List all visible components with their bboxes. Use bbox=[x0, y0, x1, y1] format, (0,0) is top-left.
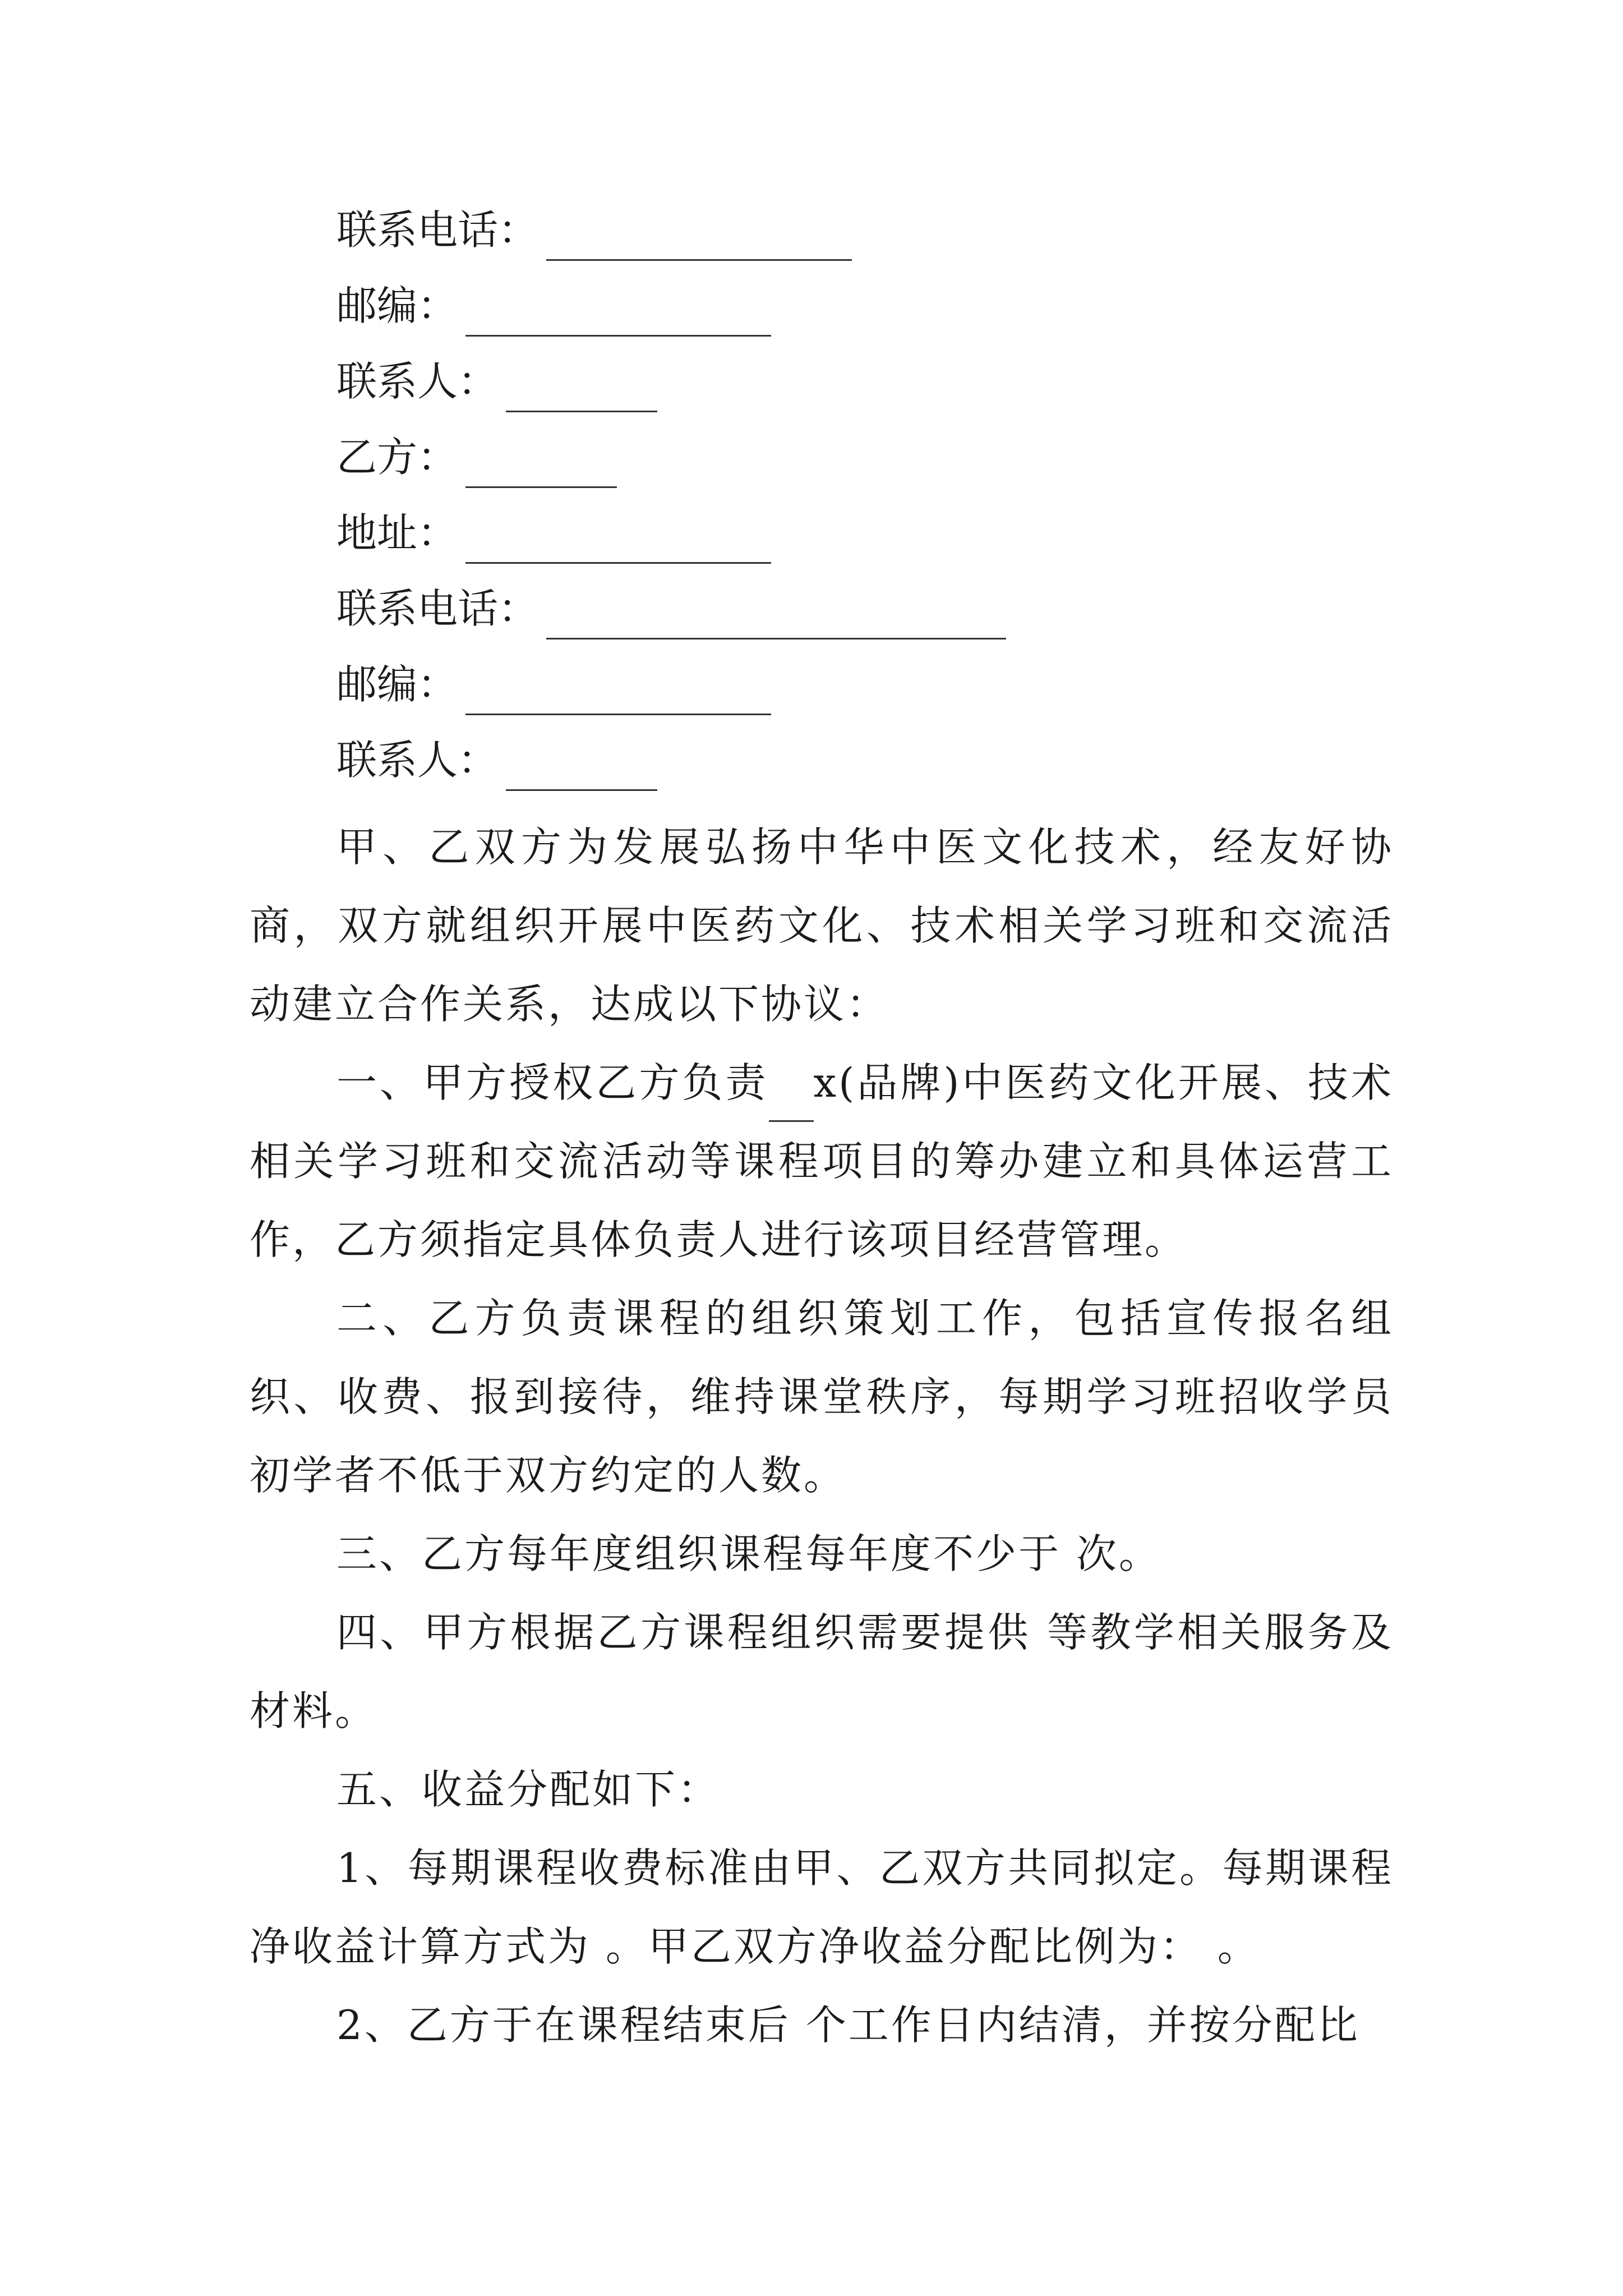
field-label: 联系人： bbox=[336, 737, 499, 784]
field-label: 邮编： bbox=[336, 661, 458, 708]
clause-1-prefix: 一、甲方授权乙方负责 bbox=[336, 1059, 769, 1106]
field-label: 邮编： bbox=[336, 282, 458, 329]
fill-in-blank bbox=[546, 601, 1006, 639]
clause-1-text: x(品牌)中医药文化开展、技术相关学习班和交流活动等课程项目的筹办建立和具体运营工作，乙方须指定具体负责人进行该项目经营管理。 bbox=[250, 1059, 1394, 1263]
party-a-postcode-field bbox=[336, 275, 771, 337]
agreement-body bbox=[250, 808, 1394, 2064]
fill-in-blank bbox=[465, 449, 617, 488]
field-label: 联系电话： bbox=[336, 585, 539, 632]
clause-3: 三、乙方每年度组织课程每年度不少于 次。 bbox=[336, 1530, 1161, 1577]
fill-in-blank bbox=[465, 677, 771, 715]
party-a-phone-field bbox=[336, 199, 852, 261]
fill-in-blank bbox=[506, 374, 657, 412]
party-b-address-field bbox=[336, 502, 771, 564]
fill-in-blank bbox=[769, 1083, 814, 1122]
fill-in-blank bbox=[465, 298, 771, 337]
field-label: 联系电话： bbox=[336, 206, 539, 254]
clause-2: 二、乙方负责课程的组织策划工作，包括宣传报名组织、收费、报到接待，维持课堂秩序，每期学习班招收学员初学者不低于双方约定的人数。 bbox=[250, 1295, 1394, 1499]
party-a-contact-field bbox=[336, 351, 657, 412]
fill-in-blank bbox=[506, 752, 657, 791]
intro-paragraph: 甲、乙双方为发展弘扬中华中医文化技术，经友好协商，双方就组织开展中医药文化、技术相关学习班和交流活动建立合作关系，达成以下协议： bbox=[250, 823, 1394, 1028]
field-label: 乙方： bbox=[336, 434, 458, 481]
field-label: 地址： bbox=[336, 509, 458, 556]
item-2: 2、乙方于在课程结束后 个工作日内结清，并按分配比 bbox=[336, 2001, 1360, 2049]
party-b-contact-field bbox=[336, 729, 657, 791]
fill-in-blank bbox=[465, 525, 771, 564]
fill-in-blank bbox=[546, 222, 852, 261]
field-label: 联系人： bbox=[336, 358, 499, 405]
party-b-phone-field bbox=[336, 578, 1006, 639]
item-1: 1、每期课程收费标准由甲、乙双方共同拟定。每期课程净收益计算方式为 。甲乙双方净收益分配比例为： 。 bbox=[250, 1844, 1394, 1970]
party-b-postcode-field bbox=[336, 654, 771, 715]
clause-5: 五、收益分配如下： bbox=[336, 1766, 721, 1813]
clause-1 bbox=[250, 1043, 1394, 1279]
clause-4: 四、甲方根据乙方课程组织需要提供 等教学相关服务及材料。 bbox=[250, 1609, 1394, 1734]
party-b-name-field bbox=[336, 426, 617, 488]
